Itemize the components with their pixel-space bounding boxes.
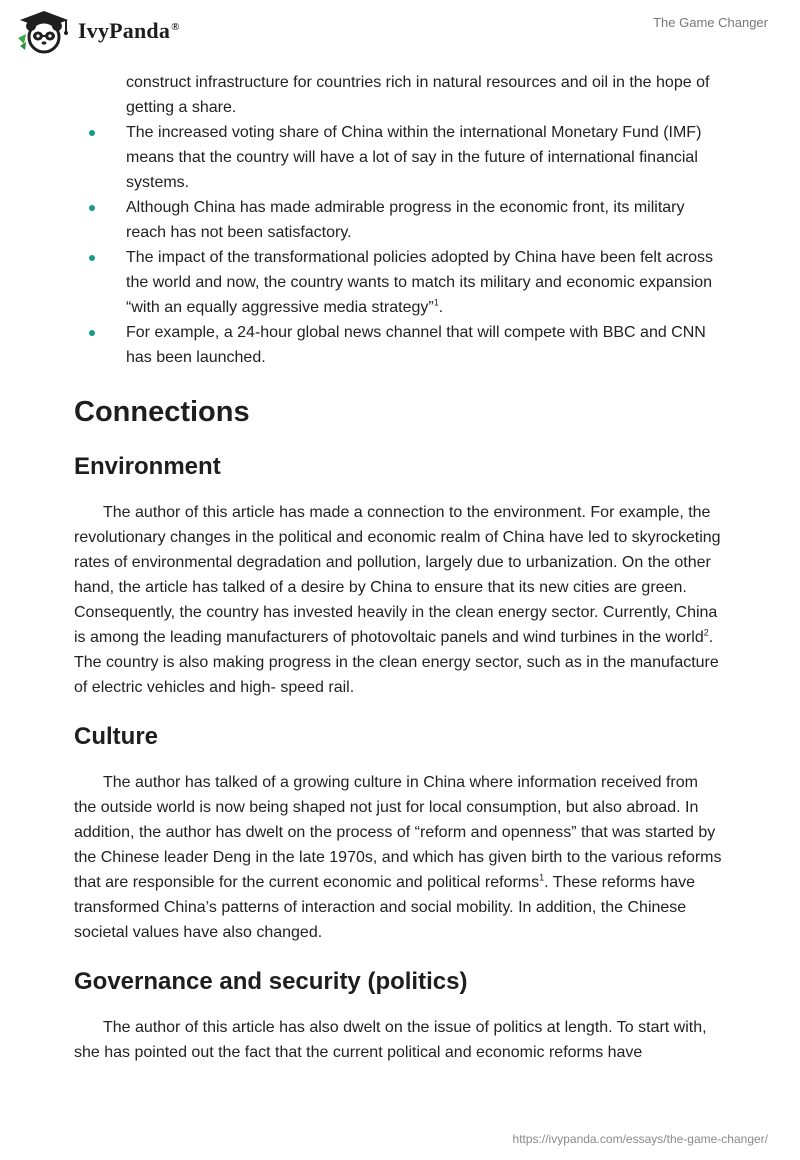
section-heading-connections: Connections bbox=[74, 396, 250, 428]
list-item-tail: . bbox=[438, 299, 444, 316]
panda-logo-icon bbox=[14, 8, 72, 54]
essay-content bbox=[74, 70, 724, 1065]
footer-url-link[interactable]: https://ivypanda.com/essays/the-game-changer/ bbox=[512, 1132, 768, 1146]
subsection-heading-governance: Governance and security (politics) bbox=[74, 968, 468, 995]
footnote-ref[interactable]: 2 bbox=[703, 627, 709, 638]
bullet-dot-icon bbox=[89, 205, 95, 211]
footnote-ref[interactable]: 1 bbox=[433, 297, 439, 308]
brand-name: IvyPanda® bbox=[78, 18, 180, 43]
list-item bbox=[74, 245, 724, 320]
document-title: The Game Changer bbox=[653, 15, 768, 30]
list-item-text: The increased voting share of China within the international Monetary Fund (IMF) means that the country will have a lot of say in the future of international financial systems. bbox=[126, 124, 702, 191]
bullet-dot-icon bbox=[89, 255, 95, 261]
list-item bbox=[74, 70, 724, 120]
bullet-dot-icon bbox=[89, 330, 95, 336]
subsection-heading-environment: Environment bbox=[74, 453, 221, 480]
bullet-dot-icon bbox=[89, 130, 95, 136]
page-header bbox=[0, 0, 800, 62]
subsection-heading-culture: Culture bbox=[74, 723, 158, 750]
list-item-text: construct infrastructure for countries rich in natural resources and oil in the hope of getting a share. bbox=[126, 74, 710, 116]
logo[interactable] bbox=[14, 8, 180, 54]
paragraph-environment: The author of this article has made a connection to the environment. For example, the revolutionary changes in the political and economic realm of China have led to skyrocketing rates of environmental degradation and pollution, largely due to urbanization. On the other hand, the article has talked of a desire by China to ensure that its new cities are green. Consequently, the country has invested heavily in the clean energy sector. Currently, China is among the leading manufacturers of photovoltaic panels and wind turbines in the world$^2$. The country is also making progress in the clean energy sector, such as in the manufacture of electric vehicles and high- speed rail. bbox=[74, 504, 721, 696]
bullet-list bbox=[74, 70, 724, 370]
list-item-text: Although China has made admirable progress in the economic front, its military reach has not been satisfactory. bbox=[126, 199, 685, 241]
list-item-text: For example, a 24-hour global news channel that will compete with BBC and CNN has been launched. bbox=[126, 324, 706, 366]
paragraph-culture: The author has talked of a growing culture in China where information received from the outside world is now being shaped not just for local consumption, but also abroad. In addition, the author has dwelt on the process of “reform and openness” that was started by the Chinese leader Deng in the late 1970s, and which has given birth to the various reforms that are responsible for the current economic and political reforms$^1$. These reforms have transformed China’s patterns of interaction and social mobility. In addition, the Chinese societal values have also changed. bbox=[74, 774, 722, 941]
list-item-text: The impact of the transformational policies adopted by China have been felt across the world and now, the country wants to match its military and economic expansion “with an equally aggressive media strategy” bbox=[126, 249, 713, 316]
footnote-ref[interactable]: 1 bbox=[539, 872, 545, 883]
list-item bbox=[74, 320, 724, 370]
list-item bbox=[74, 120, 724, 195]
list-item bbox=[74, 195, 724, 245]
paragraph-governance: The author of this article has also dwelt on the issue of politics at length. To start with, she has pointed out the fact that the current political and economic reforms have bbox=[74, 1019, 707, 1061]
